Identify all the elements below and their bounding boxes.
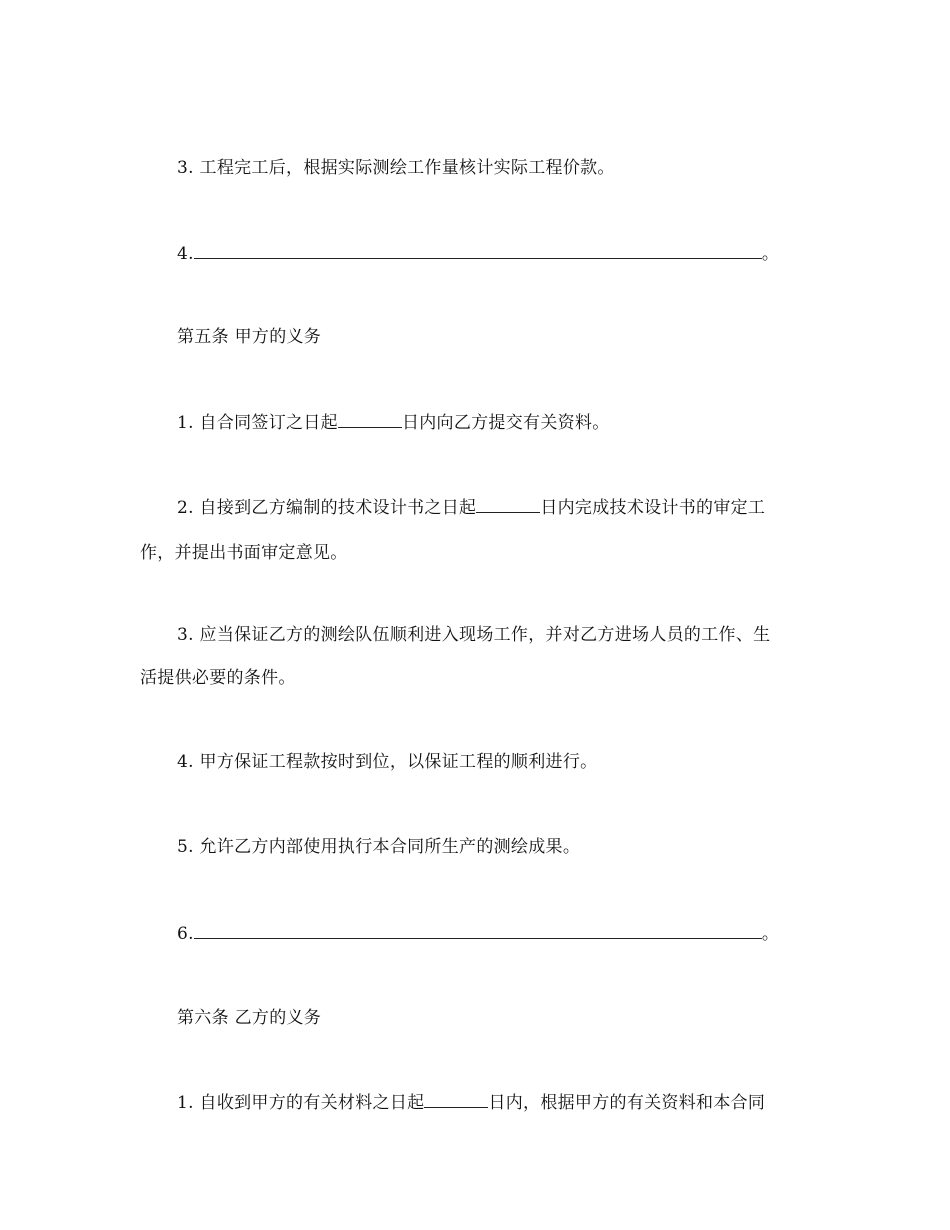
clause-text: 1. 自合同签订之日起 bbox=[177, 413, 338, 433]
clause-6-1 bbox=[177, 1091, 765, 1114]
clause-5-3-cont: 活提供必要的条件。 bbox=[140, 668, 296, 688]
clause-text: 1. 自收到甲方的有关材料之日起 bbox=[177, 1093, 425, 1113]
clause-5-5: 5. 允许乙方内部使用执行本合同所生产的测绘成果。 bbox=[177, 837, 581, 857]
fill-in-blank[interactable] bbox=[194, 242, 762, 259]
article-6-heading: 第六条 乙方的义务 bbox=[177, 1008, 322, 1028]
clause-5-4: 4. 甲方保证工程款按时到位，以保证工程的顺利进行。 bbox=[177, 752, 598, 772]
clause-number: 6. bbox=[177, 924, 194, 944]
fill-in-blank[interactable] bbox=[476, 496, 540, 513]
article-5-heading: 第五条 甲方的义务 bbox=[177, 327, 322, 347]
clause-5-3: 3. 应当保证乙方的测绘队伍顺利进入现场工作，并对乙方进场人员的工作、生 bbox=[177, 625, 771, 645]
clause-5-2 bbox=[177, 496, 765, 519]
clause-4-3: 3. 工程完工后，根据实际测绘工作量核计实际工程价款。 bbox=[177, 158, 615, 178]
clause-text: 日内，根据甲方的有关资料和本合同 bbox=[488, 1093, 766, 1113]
clause-number: 4. bbox=[177, 244, 194, 264]
clause-end: 。 bbox=[761, 924, 780, 944]
clause-text: 日内完成技术设计书的审定工 bbox=[540, 498, 766, 518]
clause-5-2-cont: 作，并提出书面审定意见。 bbox=[140, 543, 348, 563]
clause-5-1 bbox=[177, 411, 610, 434]
clause-4-4 bbox=[177, 242, 779, 265]
clause-text: 日内向乙方提交有关资料。 bbox=[401, 413, 610, 433]
clause-end: 。 bbox=[761, 244, 780, 264]
clause-5-6 bbox=[177, 922, 779, 945]
fill-in-blank[interactable] bbox=[424, 1091, 488, 1108]
fill-in-blank[interactable] bbox=[338, 411, 402, 428]
fill-in-blank[interactable] bbox=[194, 922, 762, 939]
clause-text: 2. 自接到乙方编制的技术设计书之日起 bbox=[177, 498, 477, 518]
